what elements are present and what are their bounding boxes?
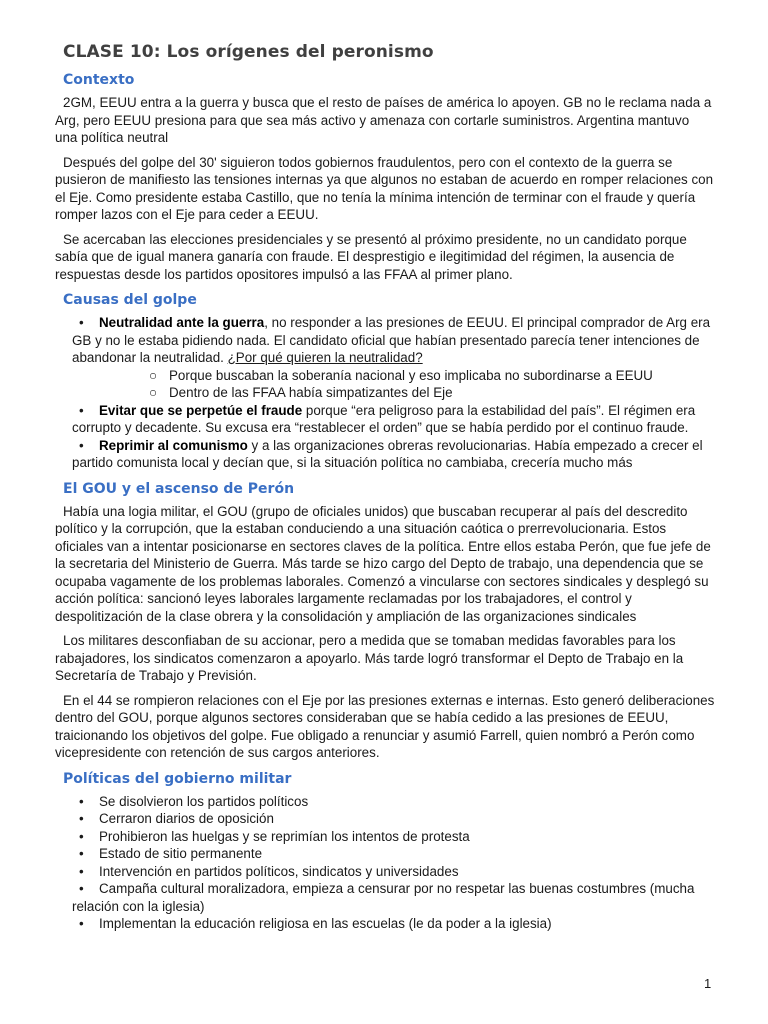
- bullet-icon: •: [79, 811, 84, 826]
- circle-bullet-icon: ○: [149, 367, 158, 383]
- item-text: Porque buscaban la soberanía nacional y eso implicaba no subordinarse a EEUU: [169, 367, 653, 383]
- contexto-paragraph-1: 2GM, EEUU entra a la guerra y busca que el resto de países de américa lo apoyen. GB no le reclama nada a Arg, pero EEUU presiona para que sea más activo y amenaza con cortarle suministros. Argentina mantuvo una política neutral: [55, 95, 712, 145]
- list-item: [55, 810, 715, 828]
- list-item: [55, 828, 715, 846]
- heading-politicas: Políticas del gobierno militar: [63, 770, 292, 787]
- contexto-paragraph-2: Después del golpe del 30' siguieron todos gobiernos fraudulentos, pero con el contexto de la guerra se pusieron de manifiesto las tensiones internas ya que algunos no estaban de acuerdo en romper relaciones con el Eje. Como presidente estaba Castillo, que no tenía la mínima intención de terminar con el fraude y quería romper lazos con el Eje para ceder a EEUU.: [55, 154, 714, 222]
- politicas-list: [55, 793, 715, 933]
- bullet-icon: •: [79, 315, 84, 330]
- heading-causas: Causas del golpe: [63, 292, 197, 308]
- item-text: porque “era peligroso para la estabilidad del país”. El régimen era corrupto y decadente. Su excusa era “restablecer el orden” que se había perdido por el continuo fraude.: [72, 402, 696, 435]
- gou-paragraph-1: Había una logia militar, el GOU (grupo de oficiales unidos) que buscaban recuperar al país del descredito político y la corrupción, que la estaban conduciendo a una situación caótica o prerrevolucionaria. Estos oficiales van a intentar posicionarse en sectores claves de la política. Entre ellos estaba Perón, que fue jefe de la secretaria del Ministerio de Guerra. Más tarde se hizo cargo del Depto de trabajo, una dependencia que se ocupaba vagamente de los problemas laborales. Comenzó a vincularse con sectores sindicales y desplegó su acción política: sancionó leyes laborales largamente reclamadas por los trabajadores, el control y despolitización de la clase obrera y la consolidación y ampliación de las organizaciones sindicales: [55, 503, 711, 624]
- bold-term: Neutralidad ante la guerra: [99, 315, 265, 330]
- question-text: ¿Por qué quieren la neutralidad?: [227, 350, 423, 365]
- page-number: 1: [704, 976, 712, 991]
- contexto-paragraph-3: Se acercaban las elecciones presidenciales y se presentó al próximo presidente, no un candidato porque sabía que de igual manera ganaría con fraude. El desprestigio e ilegitimidad del régimen, la ausencia de respuestas desde los partidos opositores impulsó a las FFAA al primer plano.: [55, 231, 687, 282]
- list-item: [55, 915, 715, 933]
- item-text: Campaña cultural moralizadora, empieza a censurar por no respetar las buenas costumbres (mucha relación con la iglesia): [72, 881, 695, 914]
- item-text: Cerraron diarios de oposición: [99, 811, 274, 826]
- bullet-icon: •: [79, 846, 84, 861]
- bullet-icon: •: [79, 828, 84, 844]
- gou-paragraph-2: Los militares desconfiaban de su accionar, pero a medida que se tomaban medidas favorables para los rabajadores, los sindicatos comenzaron a apoyarlo. Más tarde logró transformar el Depto de Trabajo en la Secretaría de Trabajo y Previsión.: [55, 633, 684, 683]
- list-item: [55, 314, 715, 367]
- list-item: [55, 793, 715, 811]
- item-text: Dentro de las FFAA había simpatizantes del Eje: [169, 385, 453, 400]
- item-text: Prohibieron las huelgas y se reprimían los intentos de protesta: [99, 828, 470, 844]
- item-text: , no responder a las presiones de EEUU. El principal comprador de Arg era GB y no le estaba pidiendo nada. El candidato oficial que habían presentado parecía tener intenciones de abandonar la neutralidad.: [72, 315, 711, 365]
- list-item: [55, 863, 715, 881]
- bullet-icon: •: [79, 863, 84, 879]
- page-title: CLASE 10: Los orígenes del peronismo: [63, 42, 434, 62]
- bullet-icon: •: [79, 437, 84, 453]
- item-text: Se disolvieron los partidos políticos: [99, 793, 309, 809]
- list-item: [55, 437, 715, 472]
- bullet-icon: •: [79, 402, 84, 418]
- document-page: [55, 40, 715, 940]
- gou-paragraph-3: En el 44 se rompieron relaciones con el Eje por las presiones externas e internas. Esto generó deliberaciones dentro del GOU, porque algunos sectores consideraban que se había cedido a las presiones de EEUU, traicionando los objetivos del golpe. Fue obligado a renunciar y asumió Farrell, quien nombró a Perón como vicepresidente con retención de sus cargos anteriores.: [55, 692, 715, 760]
- list-item: [55, 367, 715, 385]
- bullet-icon: •: [79, 881, 84, 896]
- item-text: Estado de sitio permanente: [99, 846, 263, 861]
- list-item: [55, 384, 715, 402]
- item-text: Intervención en partidos políticos, sindicatos y universidades: [99, 863, 459, 879]
- bold-term: Evitar que se perpetúe el fraude: [99, 402, 303, 418]
- item-text: y a las organizaciones obreras revolucionarias. Había empezado a crecer el partido comunista local y decían que, si la situación política no cambiaba, crecería mucho más: [72, 437, 703, 470]
- list-item: [55, 845, 715, 863]
- heading-contexto: Contexto: [63, 72, 135, 88]
- causas-list: [55, 314, 715, 472]
- bullet-icon: •: [79, 793, 84, 809]
- list-item: [55, 880, 715, 915]
- heading-gou: El GOU y el ascenso de Perón: [63, 480, 295, 497]
- list-item: [55, 402, 715, 437]
- bold-term: Reprimir al comunismo: [99, 437, 248, 453]
- item-text: Implementan la educación religiosa en las escuelas (le da poder a la iglesia): [99, 916, 552, 931]
- circle-bullet-icon: ○: [149, 385, 158, 400]
- bullet-icon: •: [79, 916, 84, 931]
